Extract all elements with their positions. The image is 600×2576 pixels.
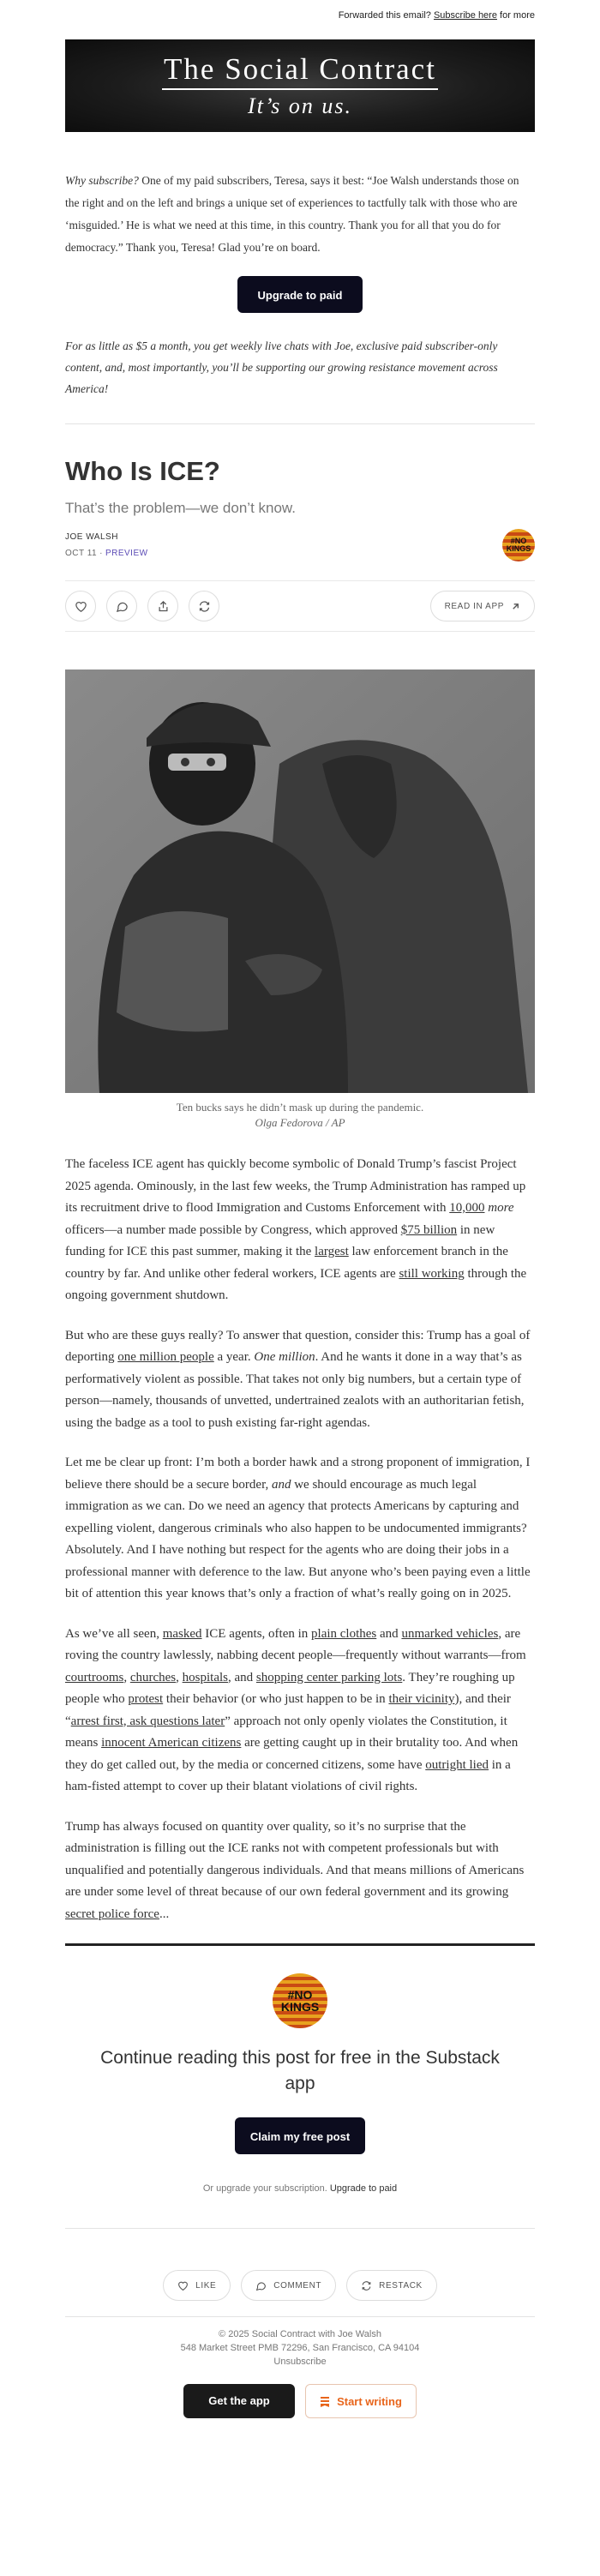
divider <box>65 423 535 424</box>
upgrade-link[interactable]: Upgrade to paid <box>329 2183 398 2194</box>
paragraph: The faceless ICE agent has quickly become symbolic of Donald Trump’s fascist Project 2025 agenda. Ominously, in the last few weeks, the Trump Administration has ramped up its recruitment drive to flood Immigration and Customs Enforcement with 10,000 more officers—a number made possible by Congress, which approved $75 billion in new funding for ICE this past summer, making it the largest law enforcement branch in the country by far. And unlike other federal workers, ICE agents are still working through the ongoing government shutdown. <box>65 1157 527 1302</box>
paragraph: But who are these guys really? To answer that question, consider this: Trump has a goal of deporting one million people a year. One million. And he wants it done in a way that’s as performatively violent as possible. That takes not only big numbers, but a certain type of person—namely, thousands of unvetted, undertrained zealots with an authoritarian fetish, using the badge as a tool to push existing far-right agendas. <box>65 1328 531 1430</box>
forward-notice: Forwarded this email? Subscribe here for more <box>338 10 535 21</box>
banner-tagline: It’s on us. <box>248 93 352 118</box>
restack-button[interactable]: RESTACK <box>346 2270 437 2301</box>
article-link[interactable]: $75 billion <box>400 1222 458 1237</box>
post-title[interactable]: Who Is ICE? <box>65 456 220 486</box>
byline <box>65 527 535 563</box>
arrow-up-right-icon <box>511 602 520 611</box>
comment-icon[interactable] <box>106 591 137 621</box>
article-link[interactable]: outright lied <box>425 1757 489 1772</box>
heart-icon <box>177 2280 189 2291</box>
preview-label: PREVIEW <box>105 549 148 558</box>
post-actions <box>65 580 535 632</box>
divider <box>65 2316 535 2317</box>
article-link[interactable]: unmarked vehicles <box>401 1626 499 1641</box>
footer <box>65 2327 535 2369</box>
article-link[interactable]: shopping center parking lots <box>255 1670 403 1684</box>
paragraph: As we’ve all seen, masked ICE agents, often in plain clothes and unmarked vehicles, are roving the country lawlessly, nabbing decent people—frequently without warrants—from courtrooms, churches, hospitals, and shopping center parking lots. They’re roughing up people who protest their behavior (or who just happen to be in their vicinity), and their “arrest first, ask questions later” approach not only openly violates the Constitution, it means innocent American citizens are getting caught up in their brutality too. And when they do get called out, by the media or concerned citizens, some have outright lied in a ham-fisted attempt to cover up their blatant violations of civil rights. <box>65 1626 526 1793</box>
paragraph: Trump has always focused on quantity over quality, so it’s no surprise that the administration is filling out the ICE ranks not with competent professionals but with unqualified and potentially dangerous individuals. And that means millions of Americans are under some level of threat because of our own federal government and its growing secret police force... <box>65 1819 525 1921</box>
heart-icon[interactable] <box>65 591 96 621</box>
article-link[interactable]: masked <box>162 1626 202 1641</box>
comment-button[interactable]: COMMENT <box>241 2270 336 2301</box>
photo-credit: Olga Fedorova / AP <box>255 1116 345 1129</box>
article-link[interactable]: protest <box>128 1692 164 1706</box>
article-link[interactable]: largest <box>315 1245 349 1258</box>
hero-photo[interactable] <box>65 670 535 1093</box>
cta-heading: Continue reading this post for free in the Substack app <box>100 2048 500 2093</box>
continue-reading-cta <box>65 1973 535 2194</box>
article-link[interactable]: their vicinity <box>388 1692 455 1706</box>
pen-icon <box>320 2396 330 2407</box>
article-link[interactable]: still working <box>399 1266 465 1281</box>
article-link[interactable]: innocent American citizens <box>101 1736 242 1750</box>
publication-logo: #NO KINGS <box>273 1973 327 2028</box>
unsubscribe-link[interactable]: Unsubscribe <box>273 2357 327 2367</box>
get-the-app-button[interactable]: Get the app <box>183 2384 295 2418</box>
copyright: © 2025 Social Contract with Joe Walsh <box>219 2329 381 2339</box>
article-link[interactable]: churches <box>129 1670 177 1684</box>
like-button[interactable]: LIKE <box>163 2270 231 2301</box>
comment-icon <box>255 2280 267 2291</box>
upgrade-note: Or upgrade your subscription. Upgrade to paid <box>202 2183 398 2194</box>
engagement-bar <box>65 2270 535 2301</box>
banner-title: The Social Contract <box>162 52 438 90</box>
article-link[interactable]: plain clothes <box>311 1626 377 1641</box>
post-subtitle: That’s the problem—we don’t know. <box>65 500 296 516</box>
divider <box>65 2228 535 2229</box>
upgrade-to-paid-button[interactable]: Upgrade to paid <box>237 276 363 313</box>
article-link[interactable]: hospitals <box>182 1670 228 1684</box>
app-links <box>65 2384 535 2418</box>
header-banner[interactable] <box>65 39 535 132</box>
share-icon[interactable] <box>147 591 178 621</box>
article-link[interactable]: 10,000 <box>449 1201 485 1215</box>
restack-icon <box>361 2280 372 2291</box>
article-link[interactable]: arrest first, ask questions later <box>70 1714 225 1728</box>
author-name[interactable]: JOE WALSH <box>65 532 118 542</box>
post-date: OCT 11 ∙ PREVIEW <box>65 549 148 558</box>
paragraph: Let me be clear up front: I’m both a border hawk and a strong proponent of immigration, I believe there should be a secure border, and we should encourage as much legal immigration as we can. Do we need an agency that protects Americans by capturing and expelling violent, dangerous criminals who also happen to be undocumented immigrants? Absolutely. And I have nothing but respect for the agents who are doing their jobs in a professional manner with deference to the law. But anyone who’s been paying even a little bit of attention this year knows that’s only a fraction of what’s really going on in 2025. <box>65 1456 531 1600</box>
paywall-divider <box>65 1943 535 1946</box>
subscription-pitch: For as little as $5 a month, you get weekly live chats with Joe, exclusive paid subscriber-only content, and, most importantly, you’ll be supporting our growing resistance movement across America! <box>65 339 498 395</box>
article-link[interactable]: one million people <box>117 1350 214 1364</box>
address: 548 Market Street PMB 72296, San Francisco, CA 94104 <box>180 2343 420 2353</box>
subscriber-testimonial: Why subscribe? One of my paid subscribers, Teresa, says it best: “Joe Walsh understands those on the right and on the left and brings a unique set of experiences to tactfully talk with those who are ‘misguided.’ He is what we need at this time, in this country. Thank you for all that you do for democracy.” Thank you, Teresa! Glad you’re on board. <box>65 174 519 254</box>
subscribe-link[interactable]: Subscribe here <box>433 10 497 21</box>
photo-caption: Ten bucks says he didn’t mask up during the pandemic. Olga Fedorova / AP <box>65 1100 535 1131</box>
article-body <box>65 1154 535 1925</box>
read-in-app-button[interactable]: READ IN APP <box>430 591 535 621</box>
claim-free-post-button[interactable]: Claim my free post <box>235 2117 365 2154</box>
article-link[interactable]: courtrooms <box>65 1670 124 1684</box>
start-writing-button[interactable]: Start writing <box>305 2384 417 2418</box>
restack-icon[interactable] <box>189 591 219 621</box>
author-avatar[interactable]: #NO KINGS <box>502 529 535 561</box>
article-link[interactable]: secret police force <box>65 1906 159 1921</box>
